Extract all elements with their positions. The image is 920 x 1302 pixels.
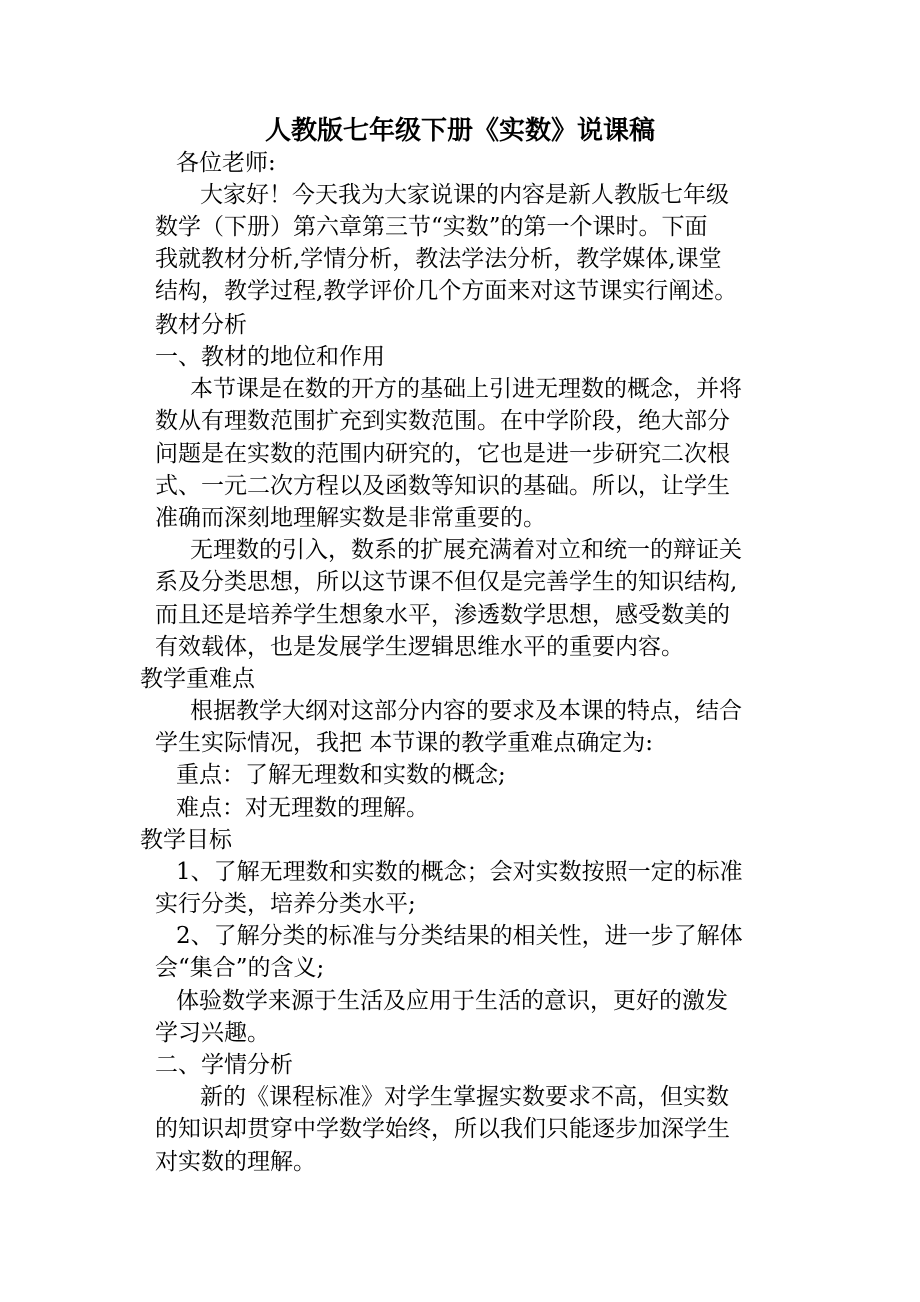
greeting-line: 各位老师:	[176, 150, 276, 176]
document-title: 人教版七年级下册《实数》说课稿	[264, 116, 655, 146]
objective-line: 实行分类，培养分类水平;	[155, 891, 416, 917]
section-heading: 教材分析	[155, 312, 247, 338]
difficulty-line: 难点：对无理数的理解。	[176, 795, 429, 821]
paragraph-line: 本节课是在数的开方的基础上引进无理数的概念，并将	[190, 376, 742, 402]
objective-line: 1、了解无理数和实数的概念；会对实数按照一定的标准	[176, 859, 743, 885]
paragraph-line: 准确而深刻地理解实数是非常重要的。	[155, 505, 546, 531]
section-heading: 教学目标	[140, 827, 232, 853]
paragraph-line: 结构，教学过程,教学评价几个方面来对这节课实行阐述。	[155, 278, 738, 304]
paragraph-line: 式、一元二次方程以及函数等知识的基础。所以，让学生	[155, 473, 730, 499]
key-point-line: 重点：了解无理数和实数的概念;	[176, 762, 506, 788]
paragraph-line: 无理数的引入，数系的扩展充满着对立和统一的辩证关	[190, 537, 742, 563]
section-heading: 二、学情分析	[155, 1052, 293, 1078]
section-heading: 一、教材的地位和作用	[155, 344, 385, 370]
paragraph-line: 根据教学大纲对这部分内容的要求及本课的特点，结合	[190, 698, 742, 724]
objective-line: 学习兴趣。	[155, 1020, 270, 1046]
paragraph-line: 对实数的理解。	[155, 1149, 316, 1175]
objective-line: 会“集合”的含义;	[155, 955, 325, 981]
paragraph-line: 我就教材分析,学情分析，教法学法分析，教学媒体,课堂	[155, 246, 722, 272]
paragraph-line: 而且还是培养学生想象水平，渗透数学思想，感受数美的	[155, 602, 730, 628]
paragraph-line: 大家好！今天我为大家说课的内容是新人教版七年级	[200, 182, 729, 208]
paragraph-line: 数学（下册）第六章第三节“实数”的第一个课时。下面	[155, 214, 708, 240]
paragraph-line: 系及分类思想，所以这节课不但仅是完善学生的知识结构,	[155, 569, 738, 595]
section-heading: 教学重难点	[140, 666, 255, 692]
paragraph-line: 学生实际情况，我把 本节课的教学重难点确定为:	[155, 730, 654, 756]
paragraph-line: 的知识却贯穿中学数学始终，所以我们只能逐步加深学生	[155, 1116, 730, 1142]
paragraph-line: 有效载体，也是发展学生逻辑思维水平的重要内容。	[155, 634, 684, 660]
objective-line: 2、了解分类的标准与分类结果的相关性，进一步了解体	[176, 923, 743, 949]
paragraph-line: 数从有理数范围扩充到实数范围。在中学阶段，绝大部分	[155, 408, 730, 434]
paragraph-line: 新的《课程标准》对学生掌握实数要求不高，但实数	[200, 1084, 729, 1110]
objective-line: 体验数学来源于生活及应用于生活的意识，更好的激发	[176, 988, 728, 1014]
paragraph-line: 问题是在实数的范围内研究的，它也是进一步研究二次根	[155, 441, 730, 467]
